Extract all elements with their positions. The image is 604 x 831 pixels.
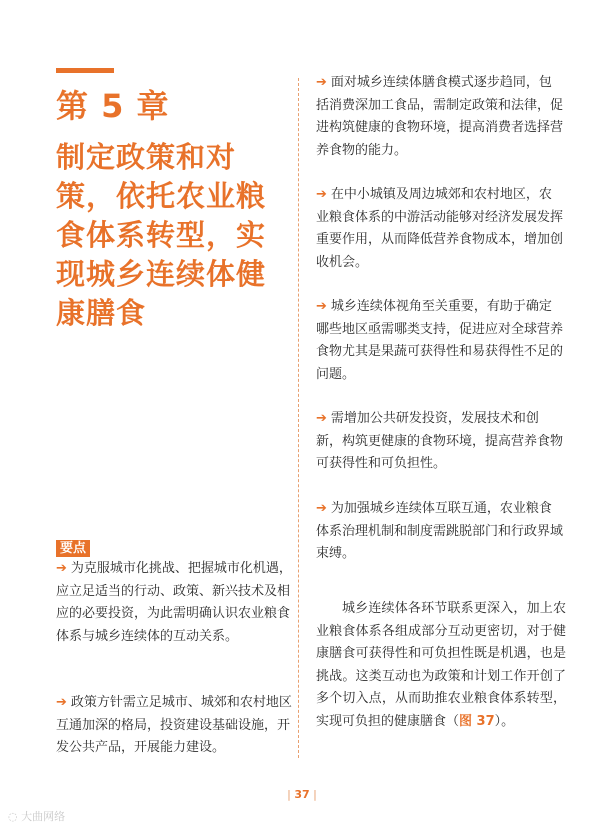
column-divider [298, 78, 299, 758]
arrow-right-icon: ➔ [316, 187, 327, 202]
arrow-right-icon: ➔ [316, 501, 327, 516]
page-number: | 37 | [287, 788, 317, 801]
arrow-right-icon: ➔ [56, 561, 67, 576]
figure-reference-link[interactable]: 图 37 [459, 713, 495, 729]
right-bullet-1: ➔ 面对城乡连续体膳食模式逐步趋同，包括消费深加工食品，需制定政策和法律，促进构筑健康的食物环境，提高消费者选择营养食物的能力。 [316, 75, 564, 158]
chapter-title: 制定政策和对策，依托农业粮食体系转型，实现城乡连续体健康膳食 [56, 140, 267, 330]
right-bullet-2: ➔ 在中小城镇及周边城郊和农村地区，农业粮食体系的中游活动能够对经济发展发挥重要作用，从而降低营养食物成本，增加创收机会。 [316, 187, 564, 270]
key-point-2: ➔ 政策方针需立足城市、城郊和农村地区互通加深的格局，投资建设基础设施，开发公共产品，开展能力建设。 [56, 695, 292, 755]
key-point-1: ➔ 为克服城市化挑战、把握城市化机遇，应立足适当的行动、政策、新兴技术及相应的必要投资，为此需明确认识农业粮食体系与城乡连续体的互动关系。 [56, 561, 292, 644]
body-paragraph: 城乡连续体各环节联系更深入，加上农业粮食体系各组成部分互动更密切，对于健康膳食可获得性和可负担性既是机遇，也是挑战。这类互动也为政策和计划工作开创了多个切入点，从而助推农业粮食体系转型，实现可负担的健康膳食（图 37）。 [316, 601, 566, 729]
arrow-right-icon: ➔ [316, 299, 327, 314]
chapter-accent-bar [56, 68, 114, 73]
right-bullet-3: ➔ 城乡连续体视角至关重要，有助于确定哪些地区亟需哪类支持，促进应对全球营养食物尤其是果蔬可获得性和易获得性不足的问题。 [316, 299, 564, 382]
watermark: ◌ 大曲网络 [8, 810, 66, 823]
arrow-right-icon: ➔ [56, 695, 67, 710]
chapter-number: 第 5 章 [56, 87, 170, 125]
arrow-right-icon: ➔ [316, 75, 327, 90]
key-points-label: 要点 [56, 540, 90, 557]
right-bullet-4: ➔ 需增加公共研发投资，发展技术和创新，构筑更健康的食物环境，提高营养食物可获得性和可负担性。 [316, 411, 564, 471]
arrow-right-icon: ➔ [316, 411, 327, 426]
right-bullet-5: ➔ 为加强城乡连续体互联互通，农业粮食体系治理机制和制度需跳脱部门和行政界域束缚。 [316, 501, 564, 561]
